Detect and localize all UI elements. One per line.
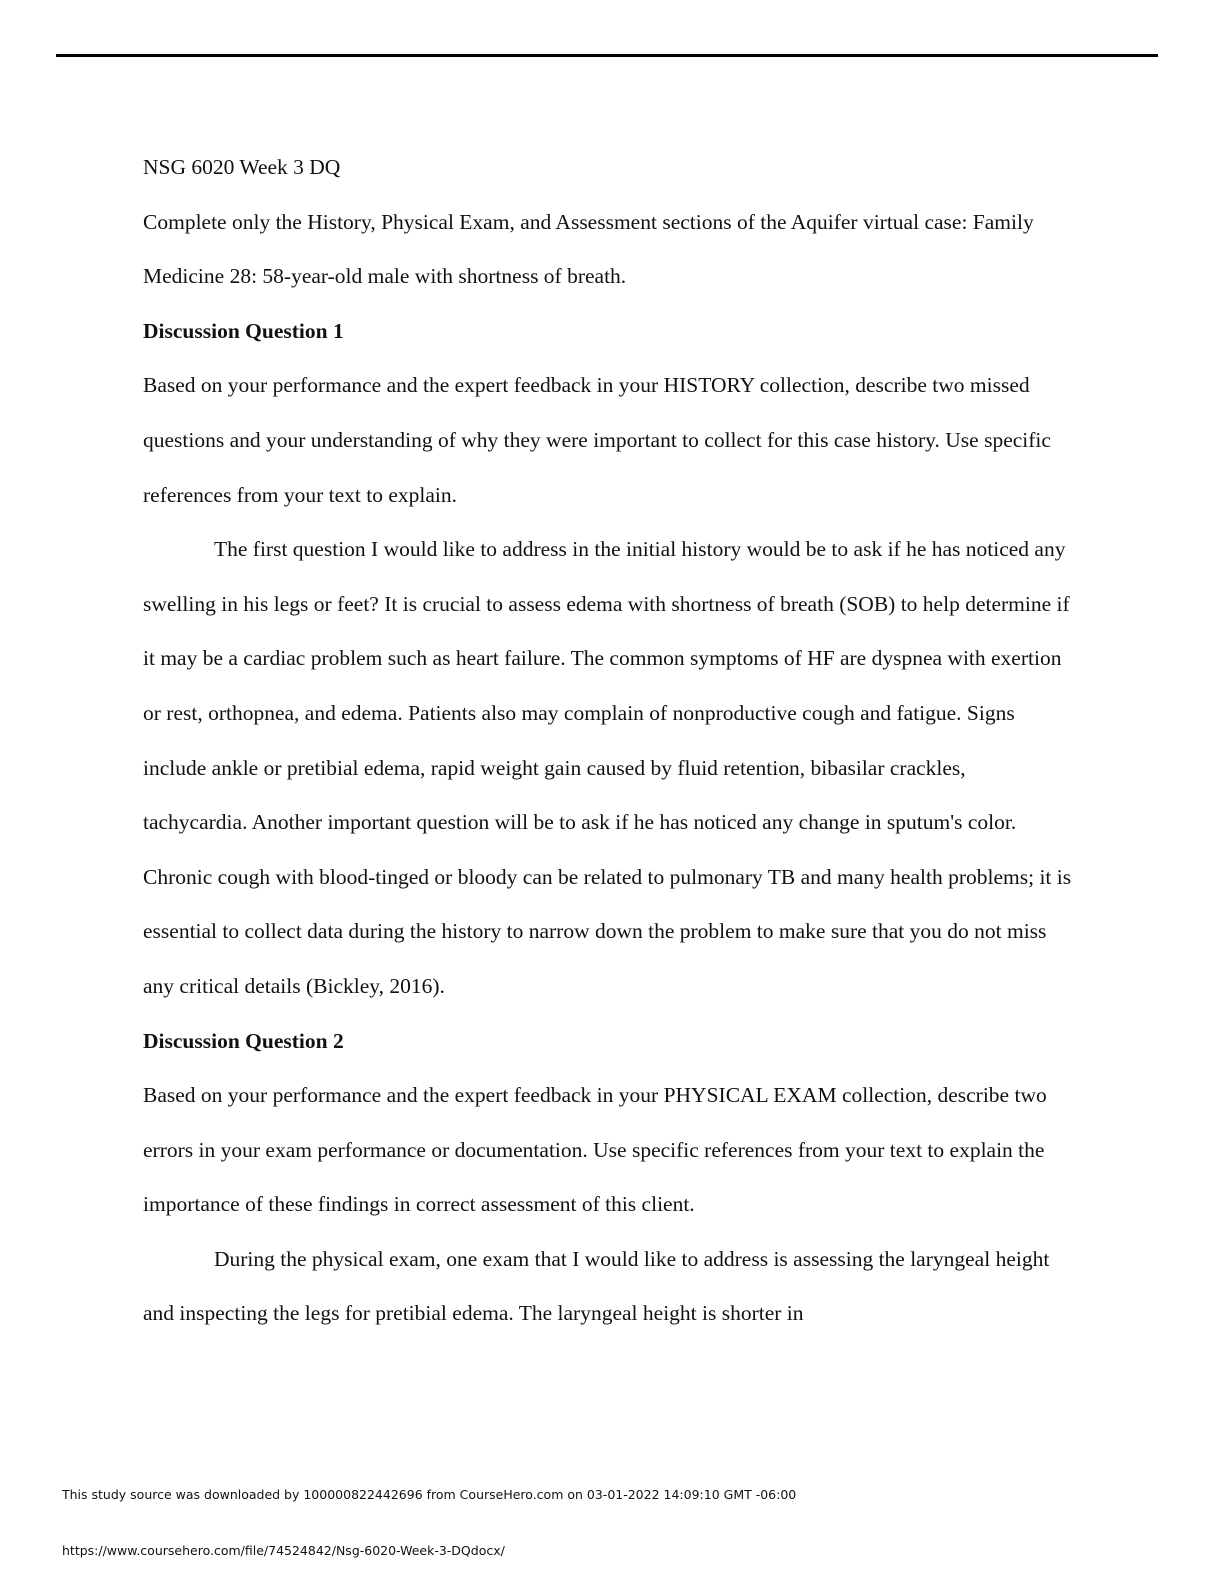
question-2-answer: During the physical exam, one exam that I would like to address is assessing the laryngeal height and inspecting the legs for pretibial edema. The laryngeal height is shorter in <box>143 1246 1050 1326</box>
intro-paragraph: Complete only the History, Physical Exam, and Assessment sections of the Aquifer virtual case: Family Medicine 28: 58-year-old male with shortness of breath. <box>143 209 1034 289</box>
question-2-heading: Discussion Question 2 <box>143 1028 344 1053</box>
question-2-prompt: Based on your performance and the expert feedback in your PHYSICAL EXAM collection, describe two errors in your exam performance or documentation. Use specific references from your text to explain the importance of these findings in correct assessment of this client. <box>143 1083 1047 1217</box>
question-1-prompt: Based on your performance and the expert feedback in your HISTORY collection, describe two missed questions and your understanding of why they were important to collect for this case history. Use specific references from your text to explain. <box>143 373 1051 507</box>
download-source-notice: This study source was downloaded by 100000822442696 from CourseHero.com on 03-01-2022 14:09:10 GMT -06:00 <box>62 1487 797 1502</box>
source-url[interactable]: https://www.coursehero.com/file/74524842/Nsg-6020-Week-3-DQdocx/ <box>62 1543 505 1558</box>
document-title: NSG 6020 Week 3 DQ <box>143 155 341 179</box>
question-1-answer: The first question I would like to address in the initial history would be to ask if he has noticed any swelling in his legs or feet? It is crucial to assess edema with shortness of breath (SOB) to help determine if it may be a cardiac problem such as heart failure. The common symptoms of HF are dyspnea with exertion or rest, orthopnea, and edema. Patients also may complain of nonproductive cough and fatigue. Signs include ankle or pretibial edema, rapid weight gain caused by fluid retention, bibasilar crackles, tachycardia. Another important question will be to ask if he has noticed any change in sputum's color. Chronic cough with blood-tinged or bloody can be related to pulmonary TB and many health problems; it is essential to collect data during the history to narrow down the problem to make sure that you do not miss any critical details (Bickley, 2016). <box>143 537 1072 998</box>
question-1-heading: Discussion Question 1 <box>143 318 344 343</box>
header-rule <box>56 54 1158 57</box>
document-body <box>143 140 1073 1341</box>
